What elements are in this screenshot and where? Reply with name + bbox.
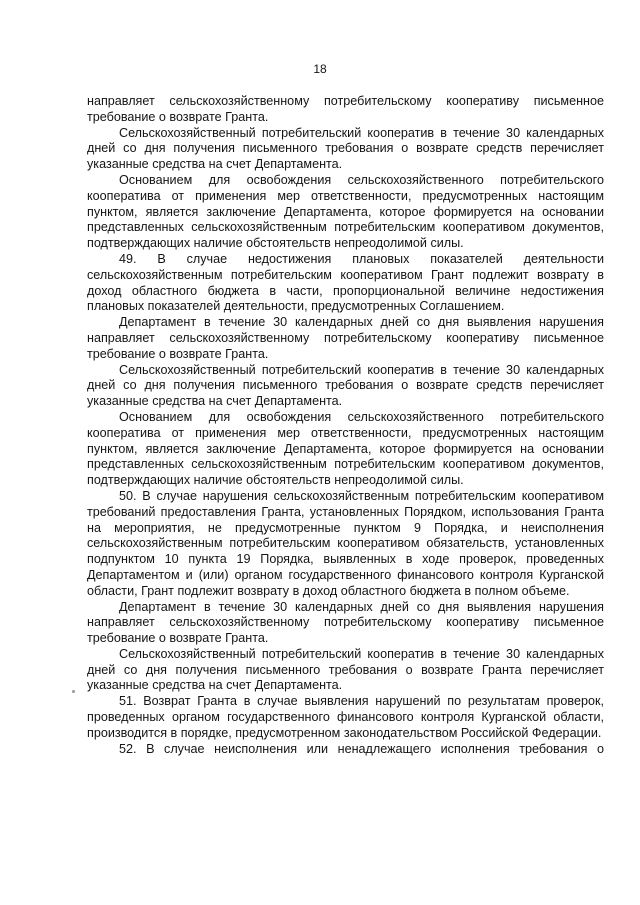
margin-dot-mark — [72, 690, 75, 693]
paragraph: Сельскохозяйственный потребительский кооператив в течение 30 календарных дней со дня получения письменного требования о возврате средств перечисляет указанные средства на счет Департамента. — [87, 362, 604, 409]
paragraph: Сельскохозяйственный потребительский кооператив в течение 30 календарных дней со дня получения письменного требования о возврате средств перечисляет указанные средства на счет Департамента. — [87, 125, 604, 172]
paragraph: Основанием для освобождения сельскохозяйственного потребительского кооператива от применения мер ответственности, предусмотренных настоящим пунктом, является заключение Департамента, которое формируется на основании представленных сельскохозяйственным потребительским кооперативом документов, подтверждающих наличие обстоятельств непреодолимой силы. — [87, 409, 604, 488]
paragraph-continuation: направляет сельскохозяйственному потребительскому кооперативу письменное требование о возврате Гранта. — [87, 94, 604, 124]
paragraph: Департамент в течение 30 календарных дней со дня выявления нарушения направляет сельскохозяйственному потребительскому кооперативу письменное требование о возврате Гранта. — [87, 599, 604, 646]
paragraph: Департамент в течение 30 календарных дней со дня выявления нарушения направляет сельскохозяйственному потребительскому кооперативу письменное требование о возврате Гранта. — [87, 315, 604, 361]
paragraph: Основанием для освобождения сельскохозяйственного потребительского кооператива от применения мер ответственности, предусмотренных настоящим пунктом, является заключение Департамента, которое формируется на основании представленных сельскохозяйственным потребительским кооперативом документов, подтверждающих наличие обстоятельств непреодолимой силы. — [87, 172, 604, 251]
paragraph-item-50: 50. В случае нарушения сельскохозяйственным потребительским кооперативом требований предоставления Гранта, установленных Порядком, использования Гранта на мероприятия, не предусмотренные пунктом 9 Порядка, и неисполнения сельскохозяйственным потребительским кооперативом обязательств, установленных подпунктом 10 пункта 19 Порядка, выявленных в ходе проверок, проведенных Департаментом и (или) органом государственного финансового контроля Курганской области, Грант подлежит возврату в доход областного бюджета в полном объеме. — [87, 488, 604, 598]
paragraph-item-49: 49. В случае недостижения плановых показателей деятельности сельскохозяйственным потребительским кооперативом Грант подлежит возврату в доход областного бюджета в части, пропорциональной величине недостижения плановых показателей деятельности, предусмотренных Соглашением. — [87, 251, 604, 314]
page-number: 18 — [313, 62, 327, 76]
document-body — [87, 94, 604, 757]
paragraph: Сельскохозяйственный потребительский кооператив в течение 30 календарных дней со дня получения письменного требования о возврате Гранта перечисляет указанные средства на счет Департамента. — [87, 646, 604, 693]
paragraph-item-51: 51. Возврат Гранта в случае выявления нарушений по результатам проверок, проведенных органом государственного финансового контроля Курганской области, производится в порядке, предусмотренном законодательством Российской Федерации. — [87, 694, 604, 740]
paragraph-item-52: 52. В случае неисполнения или ненадлежащего исполнения требования о — [119, 741, 604, 756]
